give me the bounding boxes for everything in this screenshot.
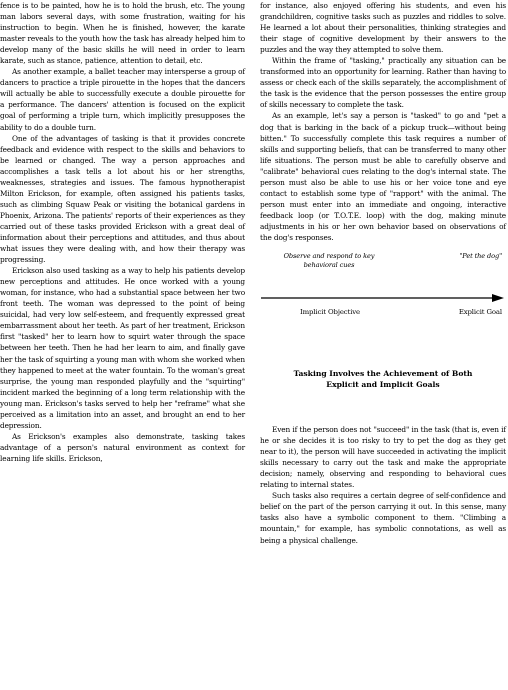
paragraph: As another example, a ballet teacher may intersperse a group of dancers to practice a triple pirouette in the hopes that the dancers will actually be able to successfully execute a double pirouette for a performance. The dancers' attention is focused on the explicit goal of performing a triple turn, which implicitly presupposes the ability to do a double turn. (0, 67, 245, 132)
spacer (260, 390, 506, 424)
diagram-implicit-text: Observe and respond to key behavioral cues (283, 252, 375, 269)
paragraph: As an example, let's say a person is "tasked" to go and "pet a dog that is barking in the back of a pickup truck—without being bitten." To successfully complete this task requires a number of skills and supporting beliefs, that can be transferred to many other life situations. The person must be able to carefully observe and "calibrate" behavioral cues relating to the dog's internal state. The person must also be able to use his or her voice tone and eye contact to establish some type of "rapport" with the animal. The person must enter into an immediate and ongoing, interactive feedback loop (or T.O.T.E. loop) with the dog, making minute adjustments in his or her own behavior based on observations of the dog's responses. (260, 111, 506, 242)
tasking-diagram (260, 244, 506, 358)
explicit-goal-label: Explicit Goal (458, 308, 502, 317)
figure-title: Tasking Involves the Achievement of Both Explicit and Implicit Goals (293, 369, 473, 390)
arrow-head (492, 294, 504, 302)
paragraph: Erickson also used tasking as a way to help his patients develop new perceptions and attitudes. He once worked with a young woman, for instance, who had a substantial space between her two front teeth. The woman was depressed to the point of being suicidal, had very low self-esteem, and frequently expressed great embarrassment about her teeth. As part of her treatment, Erickson first "tasked" her to learn how to squirt water through the space between her teeth. Then he had her learn to aim, and finally gave her the task of squirting a young man with whom she worked when they happened to meet at the water fountain. To the woman's great surprise, the young man responded playfully and the "squirting" incident marked the beginning of a long term relationship with the young man. Erickson's tasks served to help her "reframe" what she perceived as a limitation into an asset, and brought an end to her depression. (0, 266, 245, 430)
paragraph: Within the frame of "tasking," practically any situation can be transformed into an opportunity for learning. Rather than having to assess or check each of the skills separately, the accomplishment of the task is the evidence that the person possesses the entire group of skills necessary to complete the task. (260, 56, 506, 110)
paragraph: for instance, also enjoyed offering his students, and even his grandchildren, cognitive tasks such as puzzles and riddles to solve. He learned a lot about their personalities, thinking strategies and their stage of cognitive development by their answers to the puzzles and the way they attempted to solve them. (260, 1, 506, 55)
paragraph: Such tasks also requires a certain degree of self-confidence and belief on the part of the person carrying it out. In this sense, many tasks also have a symbolic component to them. "Climbing a mountain," for example, has symbolic connotations, as well as being a physical challenge. (260, 491, 506, 545)
diagram-arrow (260, 284, 506, 304)
diagram-explicit-text: "Pet the dog" (459, 252, 502, 261)
paragraph: As Erickson's examples also demonstrate, tasking takes advantage of a person's natural environment as context for learning life skills. Erickson, (0, 431, 245, 463)
implicit-objective-label: Implicit Objective (300, 308, 361, 317)
paragraph: fence is to be painted, how he is to hold the brush, etc. The young man labors several days, with some frustration, waiting for his instruction to begin. When he is finished, however, the karate master reveals to the youth how the task has already helped him to develop many of the basic skills he will need in order to learn karate, such as stance, patience, attention to detail, etc. (0, 1, 245, 66)
left-column (0, 0, 245, 464)
paragraph: One of the advantages of tasking is that it provides concrete feedback and evidence with respect to the skills and behaviors to be learned or changed. The way a person approaches and accomplishes a task tells a lot about his or her strengths, weaknesses, strategies and issues. The famous hypnotherapist Milton Erickson, for example, often assigned his patients tasks, such as climbing Squaw Peak or visiting the botanical gardens in Phoenix, Arizona. The patients' reports of their experiences as they carried out of these tasks provided Erickson with a great deal of information about their perceptions and attitudes, and thus about what issues they were dealing with, and how their therapy was progressing. (0, 133, 245, 265)
paragraph: Even if the person does not "succeed" in the task (that is, even if he or she decides it is too risky to try to pet the dog as they get near to it), the person will have succeeded in activating the implicit skills necessary to carry out the task and make the appropriate decision; namely, observing and responding to behavioral cues relating to internal states. (260, 425, 506, 490)
right-column (260, 0, 506, 546)
